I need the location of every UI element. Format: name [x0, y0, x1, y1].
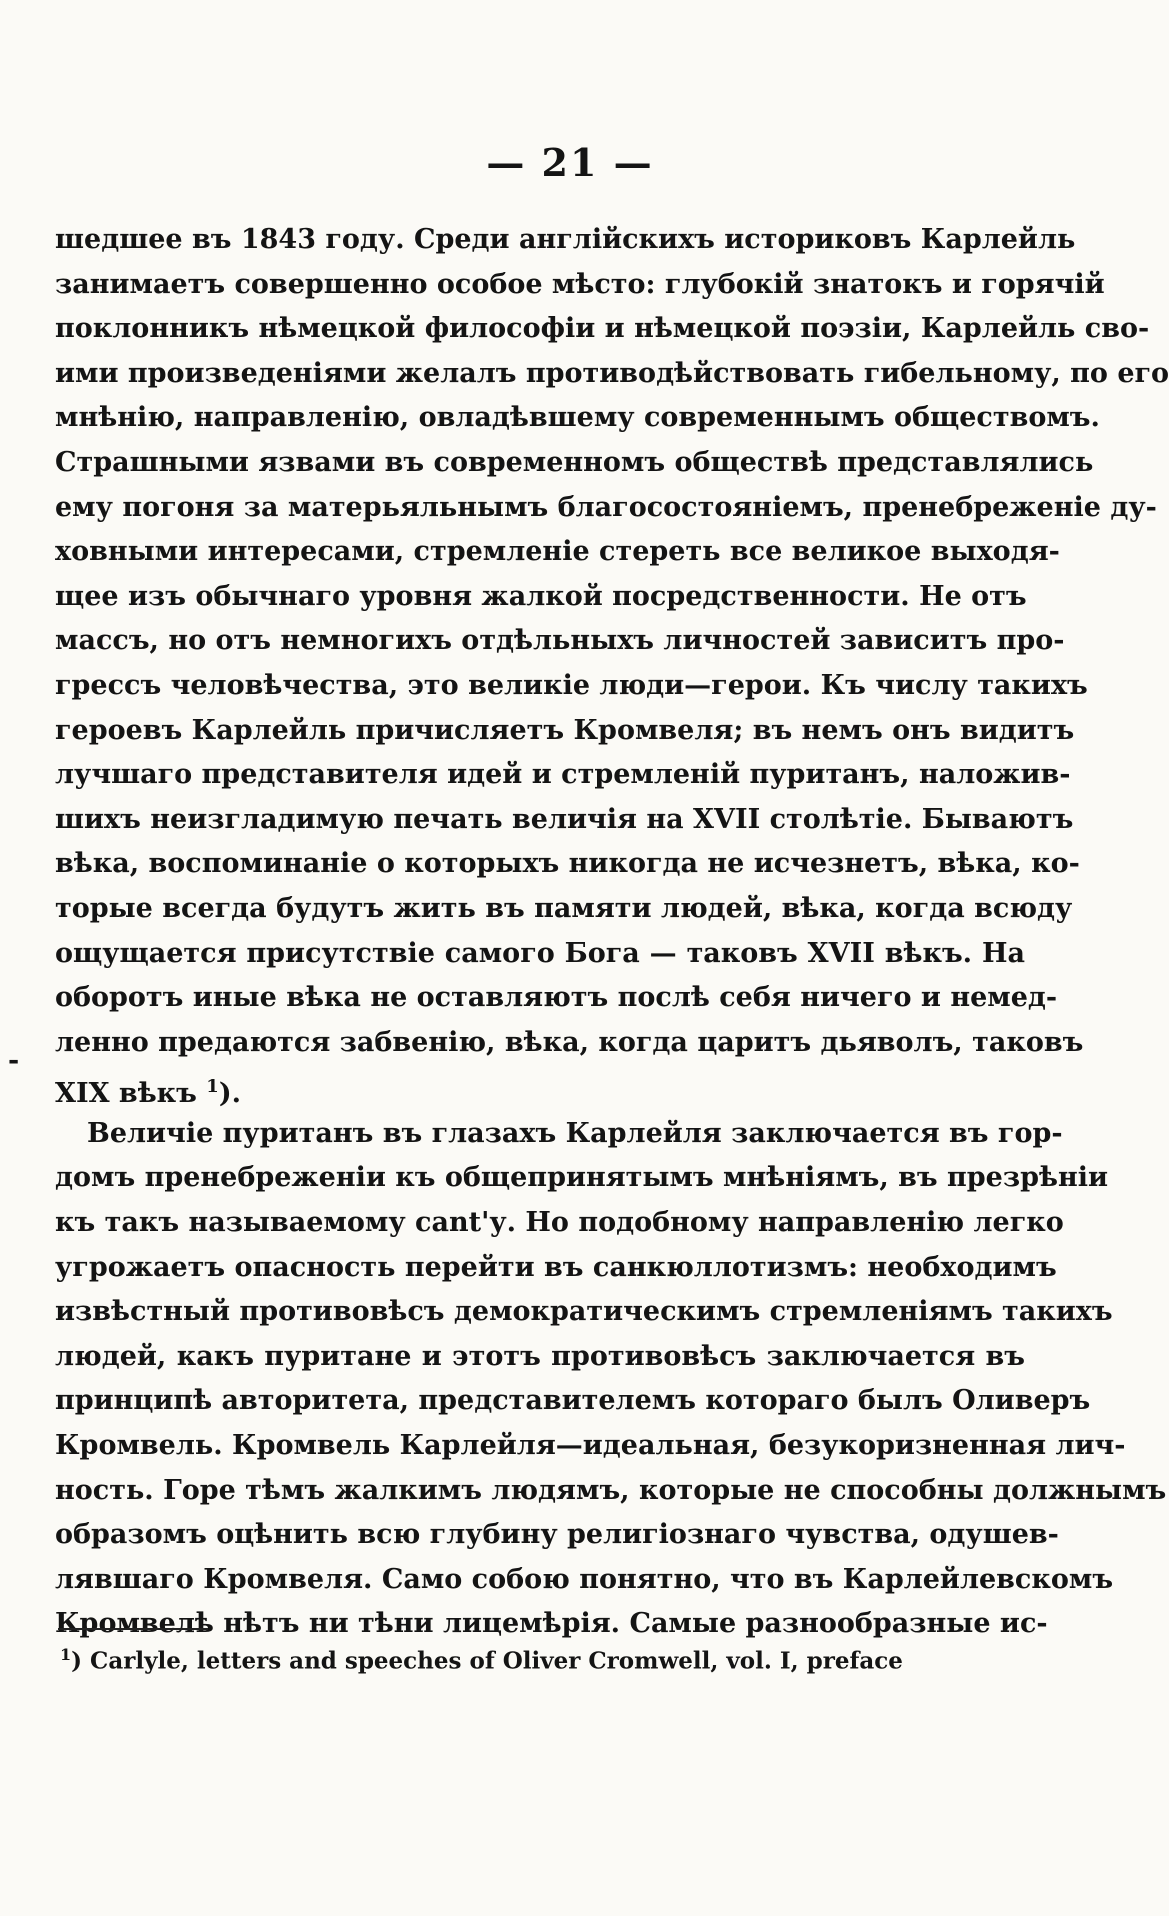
text-line: угрожаетъ опасность перейти въ санкюллотизмъ: необходимъ — [55, 1251, 1057, 1283]
text-line: лучшаго представителя идей и стремленій пуританъ, наложив- — [55, 759, 1071, 791]
text-line: мнѣнію, направленію, овладѣвшему современнымъ обществомъ. — [55, 402, 1100, 434]
footnote-reference[interactable]: 1 — [206, 1076, 219, 1098]
text-line: грессъ человѣчества, это великіе люди—герои. Къ числу такихъ — [55, 669, 1088, 701]
text-line-last — [55, 1065, 1025, 1110]
text-line: ему погоня за матерьяльнымъ благосостояніемъ, пренебреженіе ду- — [55, 491, 1157, 523]
text-line: занимаетъ совершенно особое мѣсто: глубокій знатокъ и горячій — [55, 268, 1105, 300]
text-line: вѣка, воспоминаніе о которыхъ никогда не исчезнетъ, вѣка, ко- — [55, 848, 1080, 880]
text-line: Величіе пуританъ въ глазахъ Карлейля заключается въ гор- — [87, 1117, 1063, 1149]
page-number: — 21 — — [486, 140, 654, 185]
text-line: извѣстный противовѣсъ демократическимъ стремленіямъ такихъ — [55, 1296, 1113, 1328]
footnote-text: ) Carlyle, letters and speeches of Oliver Cromwell, vol. I, preface — [71, 1647, 903, 1675]
paragraph-2 — [55, 1112, 1167, 1647]
text-fragment: XIX вѣкъ — [55, 1078, 197, 1110]
text-line: поклонникъ нѣмецкой философіи и нѣмецкой поэзіи, Карлейль сво- — [55, 313, 1150, 345]
text-line: торые всегда будутъ жить въ памяти людей, вѣка, когда всюду — [55, 892, 1073, 924]
text-line: ощущается присутствіе самого Бога — таковъ XVII вѣкъ. На — [55, 937, 1025, 969]
body-text — [55, 218, 1169, 1647]
footnote-marker: 1 — [60, 1645, 72, 1664]
text-line: оборотъ иные вѣка не оставляютъ послѣ себя ничего и немед- — [55, 982, 1058, 1014]
text-line: Кромвелѣ нѣтъ ни тѣни лицемѣрія. Самые разнообразные ис- — [55, 1608, 1048, 1640]
text-line: героевъ Карлейль причисляетъ Кромвеля; въ немъ онъ видитъ — [55, 714, 1075, 746]
text-line: Страшными язвами въ современномъ обществѣ представлялись — [55, 446, 1094, 478]
footnote — [60, 1645, 960, 1675]
margin-mark: - — [8, 1045, 20, 1076]
text-line: ность. Горе тѣмъ жалкимъ людямъ, которые не способны должнымъ — [55, 1474, 1167, 1506]
text-line: ими произведеніями желалъ противодѣйствовать гибельному, по его — [55, 357, 1169, 389]
footnote-divider — [58, 1628, 208, 1630]
text-line: ленно предаются забвенію, вѣка, когда царитъ дьяволъ, таковъ — [55, 1026, 1084, 1058]
text-line: шихъ неизгладимую печать величія на XVII столѣтіе. Бываютъ — [55, 803, 1074, 835]
text-line: шедшее въ 1843 году. Среди англійскихъ историковъ Карлейль — [55, 224, 1076, 255]
text-fragment: ). — [218, 1078, 242, 1110]
text-line: ховными интересами, стремленіе стереть все великое выходя- — [55, 536, 1060, 568]
text-line: людей, какъ пуритане и этотъ противовѣсъ заключается въ — [55, 1340, 1025, 1372]
text-line: образомъ оцѣнить всю глубину религіознаго чувства, одушев- — [55, 1519, 1059, 1551]
text-line: къ такъ называемому cant'у. Но подобному направленію легко — [55, 1207, 1064, 1239]
text-line: Кромвель. Кромвель Карлейля—идеальная, безукоризненная лич- — [55, 1430, 1126, 1462]
paragraph-1 — [55, 218, 1169, 1110]
text-line: принципѣ авторитета, представителемъ котораго былъ Оливеръ — [55, 1385, 1091, 1417]
text-line: лявшаго Кромвеля. Само собою понятно, что въ Карлейлевскомъ — [55, 1563, 1114, 1595]
text-line: массъ, но отъ немногихъ отдѣльныхъ личностей зависитъ про- — [55, 625, 1065, 657]
text-line: щее изъ обычнаго уровня жалкой посредственности. Не отъ — [55, 580, 1027, 612]
text-line: домъ пренебреженіи къ общепринятымъ мнѣніямъ, въ презрѣніи — [55, 1162, 1108, 1194]
